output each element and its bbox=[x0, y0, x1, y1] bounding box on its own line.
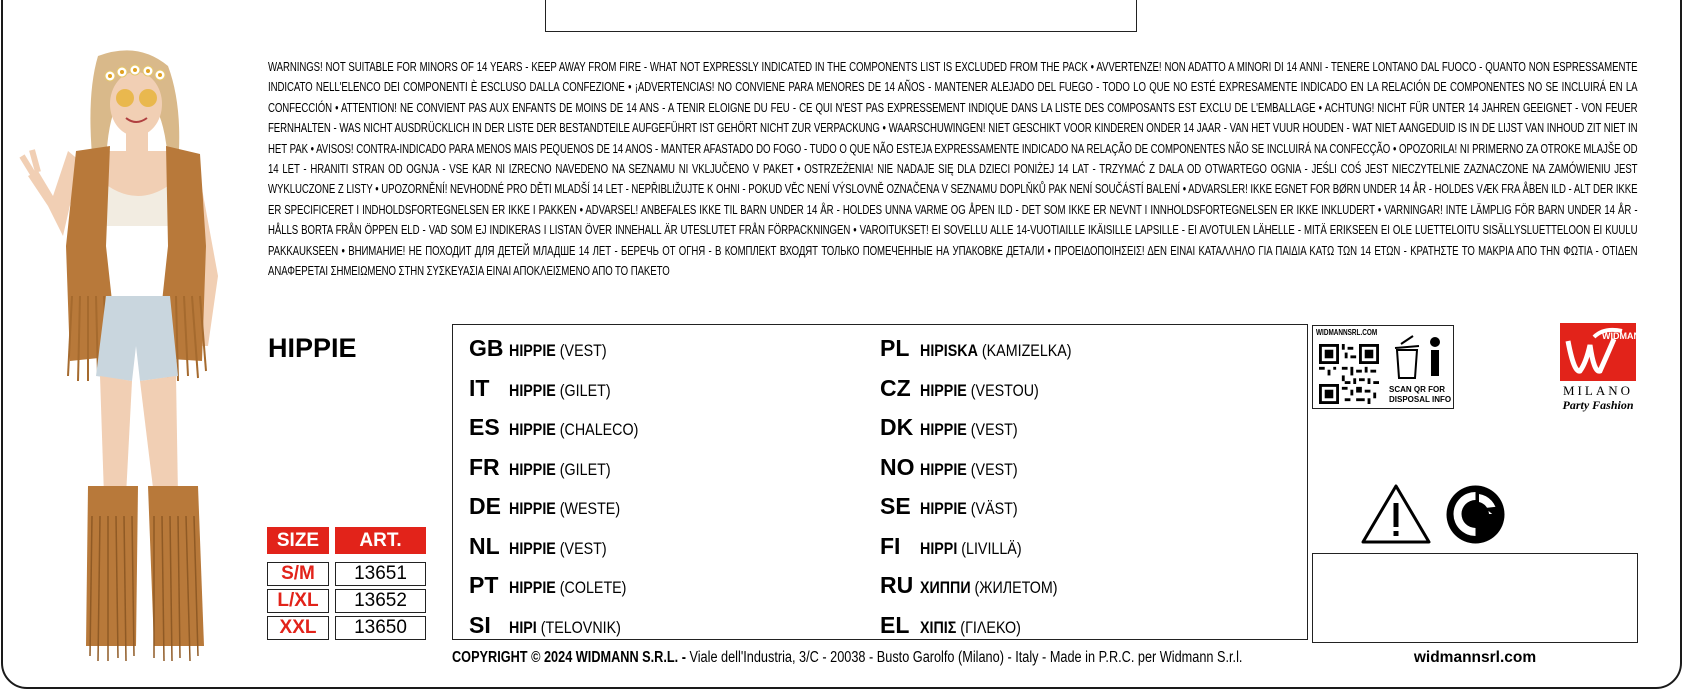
translation-name bbox=[920, 460, 1018, 480]
translation-name-bold: HIPPIE bbox=[509, 538, 556, 558]
translation-name bbox=[509, 539, 607, 559]
translation-name-rest: (ΓΙΛΕΚΟ) bbox=[956, 617, 1021, 637]
green-dot-recycle-icon bbox=[1445, 484, 1506, 545]
translation-name-bold: HIPPIE bbox=[509, 341, 556, 360]
translation-item bbox=[880, 493, 1100, 533]
disposal-bin-icon bbox=[1391, 332, 1449, 380]
size-row bbox=[267, 562, 426, 586]
translation-name-bold: HIPPIE bbox=[509, 420, 556, 439]
translation-name-rest: (GILET) bbox=[555, 459, 611, 479]
qr-disposal-panel bbox=[1312, 325, 1454, 409]
translation-item bbox=[469, 454, 663, 494]
translation-item bbox=[469, 572, 663, 612]
translation-name-rest: (ЖИЛЕТОМ) bbox=[970, 578, 1058, 597]
translation-name-bold: HIPPIE bbox=[509, 459, 556, 479]
language-code: ES bbox=[469, 414, 500, 440]
translation-item bbox=[469, 533, 663, 573]
warning-triangle-icon bbox=[1360, 483, 1432, 545]
qr-code-icon[interactable] bbox=[1319, 344, 1379, 404]
warnings-text: WARNINGS! NOT SUITABLE FOR MINORS OF 14 YEARS - KEEP AWAY FROM FIRE - WHAT NOT EXPRESSLY INDICATED IN THE COMPONENTS LIST IS EXCLUDED FROM THE PACK • AVVERTENZE! NON ADATTO A MINORI DI 14 ANNI - TENERE LONTANO DAL FUOCO - QUANTO NON ESPRESSAMENTE INDICATO NELL'ELENCO DEI COMPONENTI È ESCLUSO DALLA CONFEZIONE • ¡ADVERTENCIAS! NO CONVIENE PARA MENORES DE 14 AÑOS - MANTENER ALEJADO DEL FUEGO - TODO LO QUE NO ESTÉ EXPRESAMENTE INDICADO EN LA RELACIÓN DE COMPONENTES NO SE INCLUIRÁ EN LA CONFECCIÓN • ATTENTION! NE CONVIENT PAS AUX ENFANTS DE MOINS DE 14 ANS - A TENIR ELOIGNE DU FEU - CE QUI N'EST PAS EXPRESSEMENT INDIQUE DANS LA LISTE DES COMPOSANTS EST EXCLU DE L'EMBALLAGE • ACHTUNG! NICHT FÜR UNTER 14 JAHREN GEEIGNET - VON FEUER FERNHALTEN - WAS NICHT AUSDRÜCKLICH IN DER LISTE DER BESTANDTEILE AUFGEFÜHRT IST GEHÖRT NICHT ZUR VERPACKUNG • WAARSCHUWINGEN! NIET GESCHIKT VOOR KINDEREN ONDER 14 JAAR - VAN HET VUUR HOUDEN - WAT NIET AANGEDUID IS IN DE LIJST VAN INHOUD ZIT NIET IN HET PAK • AVISOS! CONTRA-INDICADO PARA MENOS MAIS PEQUENOS DE 14 ANOS - MANTER AFASTADO DO FOGO - TUDO O QUE NÃO ESTEJA EXPRESSAMENTE INDICADO NA RELAÇÃO DE COMPONENTES NÃO SE INCLUIRÁ NA CONFECÇÃO • OPOZORILA! NI PRIMERNO ZA OTROKE MLAJŠE OD 14 LET - HRANITI STRAN OD OGNJA - VSE KAR NI IZRECNO NAVEDENO NA SEZNAMU NI VKLJUČENO V PAKET • OSTRZEŻENIA! NIE NADAJE SIĘ DLA DZIECI PONIŻEJ 14 LAT - TRZYMAĆ Z DALA OD OTWARTEGO OGNIA - JEŚLI COŚ JEST NIECZYTELNIE ZAZNACZONE NA ZAMÓWIENIU JEST WYKLUCZONE Z LISTY • UPOZORNĚNÍ! NEVHODNÉ PRO DĚTI MLADŠÍ 14 LET - NEPŘIBLIŽUJTE K OHNI - POKUD VĚC NENÍ VÝSLOVNĚ OZNAČENA V SEZNAMU DOPLŇKŮ PAK NENÍ SOUČÁSTÍ BALENÍ • ADVARSLER! IKKE EGNET FOR BØRN UNDER 14 ÅR - HOLDES VÆK FRA ÅBEN ILD - ALT DER IKKE ER SPECIFICERET I INDHOLDSFORTEGNELSEN ER IKKE I PAKKEN • ADVARSEL! ANBEFALES IKKE TIL BARN UNDER 14 ÅR - HOLDES UNNA VARME OG ÅPEN ILD - DET SOM IKKE ER NEVNT I INNHOLDSFORTEGNELSEN ER IKKE INKLUDERT • VARNINGAR! INTE LÄMPLIG FÖR BARN UNDER 14 ÅR - HÅLLS BORTA FRÅN ÖPPEN ELD - VAD SOM EJ INDIKERAS I LISTAN ÖVER INNEHALL ÄR UTESLUTET FRÅN FÖRPACKNINGEN • VAROITUKSET! EI SOVELLU ALLE 14-VUOTIAILLE IKÄISILLE LAPSILLE - EI AVOTULEN LÄHELLE - MITÄ ERIKSEEN EI OLE LUETTELOITU SISÄLLYSLUETTELOON EI KUULU PAKKAUKSEEN • ВНИМАНИЕ! НЕ ПОХОДИТ ДЛЯ ДЕТЕЙ МЛАДШЕ 14 ЛЕТ - БЕРЕЧЬ ОТ ОГНЯ - В КОМПЛЕКТ ВХОДЯТ ТОЛЬКО ПОМЕЧЕННЫЕ НА УПАКОВКЕ ДЕТАЛИ • ΠΡΟΕΙΔΟΠΟΙΗΣΕΙΣ! ΔΕΝ ΕΙΝΑΙ ΚΑΤΑΛΛΗΛΟ ΓΙΑ ΠΑΙΔΙΑ ΚΑΤΩ ΤΩΝ 14 ΕΤΩΝ - ΚΡΑΤΗΣΤΕ ΤΟ ΜΑΚΡΙΑ ΑΠΟ ΤΗΝ ΦΩΤΙΑ - ΟΤΙΔΕΝ ΑΝΑΦΕΡΕΤΑΙ ΣΗΜΕΙΩΜΕΝΟ ΣΤΗΝ ΣΥΣΚΕΥΑΣΙΑ ΕΙΝΑΙ ΑΠΟΚΛΕΙΣΜΕΝΟ ΑΠΟ ΤΟ ΠΑΚΕΤΟ bbox=[268, 59, 1638, 279]
copyright-line bbox=[452, 649, 1242, 667]
copyright-address: Viale dell'Industria, 3/C - 20038 - Busto Garolfo (Milano) - Italy - Made in P.R.C. per Widmann S.r.l. bbox=[685, 649, 1243, 666]
translation-name-bold: HIPPIE bbox=[509, 380, 556, 400]
translations-box bbox=[452, 324, 1308, 640]
qr-site-label: WIDMANNSRL.COM bbox=[1316, 328, 1378, 337]
translation-item bbox=[880, 335, 1100, 375]
translation-name-bold: HIPPIE bbox=[920, 380, 967, 400]
translations-right-column bbox=[880, 335, 1100, 651]
translation-name-bold: HIPPIE bbox=[920, 499, 967, 518]
translation-name-bold: ΧΙΠΙΣ bbox=[920, 617, 957, 637]
widmann-logo-icon bbox=[1560, 323, 1647, 381]
translation-name bbox=[509, 460, 611, 480]
translations-left-column bbox=[469, 335, 663, 651]
qr-caption bbox=[1389, 385, 1451, 405]
model-photo bbox=[8, 46, 258, 676]
language-code: PL bbox=[880, 335, 910, 361]
language-code: EL bbox=[880, 611, 910, 638]
translation-name bbox=[920, 420, 1018, 440]
website-link[interactable]: widmannsrl.com bbox=[1413, 649, 1537, 666]
translation-name-rest: (LIVILLÄ) bbox=[957, 538, 1022, 558]
translation-name-rest: (TELOVNIK) bbox=[536, 617, 621, 637]
copyright-bold: COPYRIGHT © 2024 WIDMANN S.R.L. - bbox=[452, 649, 686, 666]
translation-name bbox=[509, 341, 607, 361]
language-code: FR bbox=[469, 453, 500, 480]
translation-name bbox=[509, 420, 638, 440]
translation-name bbox=[920, 539, 1022, 559]
qr-caption-line: DISPOSAL INFO bbox=[1389, 395, 1452, 404]
translation-name-rest: (VÄST) bbox=[966, 499, 1018, 518]
translation-name bbox=[509, 381, 611, 401]
size-value: L/XL bbox=[267, 589, 329, 613]
art-number: 13650 bbox=[335, 616, 426, 640]
art-number: 13652 bbox=[335, 589, 426, 613]
top-window-box bbox=[545, 0, 1137, 32]
translation-item bbox=[880, 572, 1100, 612]
logo-tagline: Party Fashion bbox=[1562, 398, 1634, 412]
art-header: ART. bbox=[335, 527, 426, 554]
logo-brand-text: WIDMANN bbox=[1602, 331, 1647, 341]
qr-caption-line: SCAN QR FOR bbox=[1389, 385, 1445, 394]
language-code: NO bbox=[880, 453, 915, 480]
translation-name-rest: (KAMIZELKA) bbox=[977, 341, 1072, 360]
translation-item bbox=[880, 414, 1100, 454]
size-row bbox=[267, 616, 426, 640]
size-row bbox=[267, 589, 426, 613]
art-number: 13651 bbox=[335, 562, 426, 586]
language-code: DK bbox=[880, 414, 914, 440]
size-table bbox=[267, 527, 426, 643]
translation-name-bold: HIPPIE bbox=[509, 499, 556, 518]
translation-name-rest: (VESTOU) bbox=[966, 380, 1039, 400]
translation-item bbox=[469, 335, 663, 375]
language-code: DE bbox=[469, 493, 501, 519]
translation-name-bold: HIPPIE bbox=[920, 459, 967, 479]
translation-item bbox=[469, 612, 663, 652]
language-code: SI bbox=[469, 611, 491, 638]
translation-name-rest: (VEST) bbox=[966, 420, 1018, 439]
size-value: XXL bbox=[267, 616, 329, 640]
product-name: HIPPIE bbox=[268, 333, 357, 363]
translation-name-bold: HIPPIE bbox=[920, 420, 967, 439]
translation-name-rest: (VEST) bbox=[966, 459, 1018, 479]
translation-item bbox=[880, 533, 1100, 573]
widmann-logo bbox=[1558, 323, 1647, 412]
translation-name-bold: HIPPI bbox=[920, 538, 958, 558]
language-code: IT bbox=[469, 374, 490, 401]
translation-item bbox=[469, 375, 663, 415]
size-table-header bbox=[267, 527, 426, 554]
language-code: PT bbox=[469, 572, 499, 598]
translation-name bbox=[509, 578, 626, 598]
translation-name-rest: (WESTE) bbox=[555, 499, 621, 518]
translation-item bbox=[880, 454, 1100, 494]
language-code: SE bbox=[880, 493, 911, 519]
translation-name-rest: (VEST) bbox=[555, 538, 607, 558]
logo-city: MILANO bbox=[1563, 383, 1633, 398]
translation-name-rest: (COLETE) bbox=[555, 578, 627, 597]
translation-name-rest: (GILET) bbox=[555, 380, 611, 400]
language-code: NL bbox=[469, 532, 500, 559]
translation-item bbox=[880, 612, 1100, 652]
translation-name bbox=[920, 381, 1039, 401]
translation-name bbox=[509, 499, 620, 519]
translation-name bbox=[509, 618, 621, 638]
translation-name bbox=[920, 618, 1021, 638]
size-value: S/M bbox=[267, 562, 329, 586]
translation-name-bold: HIPISKA bbox=[920, 341, 978, 360]
translation-name bbox=[920, 578, 1057, 598]
translation-item bbox=[469, 414, 663, 454]
translation-name-rest: (CHALECO) bbox=[555, 420, 639, 439]
translation-name bbox=[920, 499, 1018, 519]
language-code: CZ bbox=[880, 374, 911, 401]
language-code: GB bbox=[469, 335, 504, 361]
language-code: RU bbox=[880, 572, 914, 598]
translation-item bbox=[469, 493, 663, 533]
translation-name-bold: HIPI bbox=[509, 617, 537, 637]
translation-name-bold: ХИППИ bbox=[920, 578, 971, 597]
size-header: SIZE bbox=[267, 527, 329, 554]
language-code: FI bbox=[880, 532, 901, 559]
blank-label-box bbox=[1312, 553, 1638, 643]
translation-item bbox=[880, 375, 1100, 415]
translation-name-bold: HIPPIE bbox=[509, 578, 556, 597]
translation-name bbox=[920, 341, 1072, 361]
translation-name-rest: (VEST) bbox=[555, 341, 607, 360]
